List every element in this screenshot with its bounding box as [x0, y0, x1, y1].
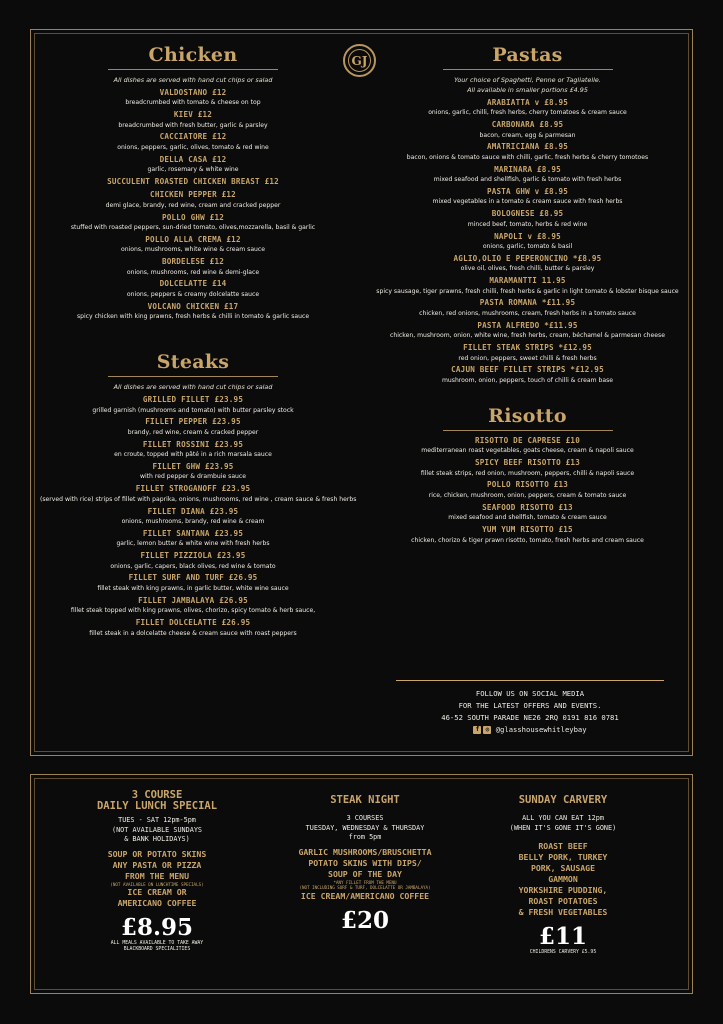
menu-item-description: fillet steak with king prawns, in garlic butter, white wine sauce — [97, 584, 289, 592]
lunch-note-1: (NOT AVAILABLE SUNDAYS — [111, 825, 203, 834]
menu-item-description: onions, peppers, garlic, olives, tomato & red wine — [117, 143, 269, 151]
menu-item-description: chicken, red onions, mushrooms, cream, fresh herbs in a tomato sauce — [419, 309, 636, 317]
lunch-course-2b: FROM THE MENU — [124, 870, 190, 881]
carvery-item-5: YORKSHIRE PUDDING, — [518, 885, 608, 895]
menu-item-name: FILLET SANTANA £23.95 — [142, 528, 244, 538]
menu-item-name: CACCIATORE £12 — [159, 132, 227, 142]
steak-night-title: STEAK NIGHT — [330, 794, 400, 806]
menu-item-description: minced beef, tomato, herbs & red wine — [467, 220, 588, 228]
lunch-note-2: & BANK HOLIDAYS) — [124, 835, 190, 843]
menu-item-description: chicken, chorizo & tiger prawn risotto, tomato, fresh herbs and cream sauce — [411, 536, 644, 544]
menu-item-name: POLLO ALLA CREMA £12 — [145, 234, 241, 244]
menu-item-description: mixed vegetables in a tomato & cream sauce with fresh herbs — [432, 198, 623, 206]
menu-item-description: spicy chicken with king prawns, fresh herbs & chilli in tomato & garlic sauce — [76, 313, 310, 321]
menu-item-description: breadcrumbed with tomato & cheese on top — [125, 99, 261, 107]
pastas-intro-portions: All available in smaller portions £4.95 — [467, 86, 588, 94]
lunch-course-2: ANY PASTA OR PIZZA — [112, 859, 202, 870]
menu-item-name: FILLET DIANA £23.95 — [147, 506, 239, 516]
lunch-tiny-note: (NOT AVAILABLE ON LUNCHTIME SPECIALS) — [110, 881, 204, 887]
steak-time: from 5pm — [348, 833, 382, 841]
steak-days: TUESDAY, WEDNESDAY & THURSDAY — [305, 823, 425, 832]
menu-item-description: onions, peppers & creamy dolcelatte sauce — [126, 290, 260, 298]
social-rule — [396, 680, 664, 681]
carvery-item-3: PORK, SAUSAGE — [530, 863, 596, 873]
menu-item-name: FILLET STROGANOFF £23.95 — [135, 484, 251, 494]
menu-item-name: ARABIATTA v £8.95 — [486, 97, 569, 107]
carvery-item-2: BELLY PORK, TURKEY — [518, 852, 608, 862]
menu-item-description: garlic, rosemary & white wine — [147, 166, 239, 174]
menu-item-description: onions, garlic, tomato & basil — [482, 243, 573, 251]
steak-dessert: ICE CREAM/AMERICANO COFFEE — [300, 890, 430, 901]
menu-item-name: FILLET GHW £23.95 — [152, 461, 234, 471]
chicken-list — [40, 88, 346, 321]
chicken-intro: All dishes are served with hand cut chips or salad — [113, 76, 273, 84]
menu-item-description: mixed seafood and shellfish, tomato & cream sauce — [448, 514, 607, 522]
menu-item-name: DELLA CASA £12 — [159, 154, 227, 164]
menu-item-description: chicken, mushroom, onion, white wine, fresh herbs, cream, béchamel & parmesan cheese — [390, 332, 665, 340]
menu-item-name: YUM YUM RISOTTO £15 — [482, 525, 573, 535]
lunch-price: £8.95 — [120, 914, 194, 941]
pastas-title: Pastas — [492, 44, 563, 66]
social-follow: FOLLOW US ON SOCIAL MEDIA — [475, 689, 585, 698]
menu-item-description: onions, mushrooms, brandy, red wine & cream — [121, 518, 265, 526]
risotto-rule — [443, 430, 613, 431]
menu-item-name: FILLET STEAK STRIPS *£12.95 — [463, 343, 592, 353]
steaks-rule — [108, 376, 278, 377]
menu-item-description: fillet steak topped with king prawns, olives, chorizo, spicy tomato & herb sauce, — [70, 607, 316, 615]
menu-item-description: stuffed with roasted peppers, sun-dried tomato, olives,mozzarella, basil & garlic — [70, 224, 316, 232]
carvery-time: ALL YOU CAN EAT 12pm — [522, 814, 604, 822]
menu-item-description: bacon, onions & tomato sauce with chilli, garlic, fresh herbs & cherry tomotoes — [406, 153, 649, 161]
lunch-course-1: SOUP OR POTATO SKINS — [107, 848, 207, 859]
left-column — [40, 42, 357, 638]
menu-item-name: POLLO GHW £12 — [161, 212, 225, 222]
menu-item-name: RISOTTO DE CAPRESE £10 — [475, 435, 580, 445]
logo-mark: GJ — [351, 53, 368, 68]
social-offers: FOR THE LATEST OFFERS AND EVENTS. — [458, 701, 602, 710]
carvery-title: SUNDAY CARVERY — [518, 794, 608, 806]
menu-item-name: FILLET ROSSINI £23.95 — [142, 439, 244, 449]
carvery-price: £11 — [538, 923, 587, 950]
menu-item-name: NAPOLI v £8.95 — [494, 231, 561, 241]
carvery-item-6: ROAST POTATOES — [528, 896, 598, 906]
lunch-special-offer — [52, 790, 262, 953]
menu-item-name: FILLET SURF AND TURF £26.95 — [128, 573, 258, 583]
menu-item-name: POLLO RISOTTO £13 — [486, 480, 569, 490]
menu-item-description: onions, garlic, capers, black olives, red wine & tomato — [110, 562, 276, 570]
menu-item-name: SEAFOOD RISOTTO £13 — [482, 502, 573, 512]
lunch-title-line2: DAILY LUNCH SPECIAL — [96, 800, 218, 812]
menu-item-name: MARAMANTTI 11.95 — [489, 276, 566, 286]
lunch-foot-2: BLACKBOARD SPECIALITIES — [123, 947, 191, 952]
steak-tiny-1: *ANY FILLET FROM THE MENU — [333, 879, 397, 885]
sunday-carvery-offer — [458, 790, 668, 956]
menu-item-name: BORDELESE £12 — [161, 257, 225, 267]
menu-item-description: grilled garnish (mushrooms and tomato) with butter parsley stock — [92, 406, 294, 414]
menu-item-name: VOLCANO CHICKEN £17 — [147, 301, 239, 311]
steak-starter-2: POTATO SKINS WITH DIPS/ — [308, 857, 422, 868]
menu-item-description: onions, mushrooms, red wine & demi-glace — [126, 268, 260, 276]
menu-item-description: en croute, topped with pâté in a rich marsala sauce — [114, 451, 272, 459]
menu-item-description: demi glace, brandy, red wine, cream and cracked pepper — [105, 201, 281, 209]
steak-starter-1: GARLIC MUSHROOMS/BRUSCHETTA — [298, 846, 432, 857]
address-phone: 46-52 SOUTH PARADE NE26 2RQ 0191 816 0781 — [441, 713, 619, 722]
menu-item-name: CAJUN BEEF FILLET STRIPS *£12.95 — [451, 365, 604, 375]
risotto-list — [370, 436, 685, 545]
menu-item-name: PASTA GHW v £8.95 — [486, 186, 569, 196]
carvery-item-1: ROAST BEEF — [538, 841, 588, 851]
menu-item-description: breadcrumbed with fresh butter, garlic & parsley — [118, 121, 268, 129]
menu-item-description: with red pepper & drambuie sauce — [139, 473, 247, 481]
menu-item-name: KIEV £12 — [173, 110, 213, 120]
instagram-icon[interactable]: ◎ — [483, 726, 491, 734]
pastas-list — [370, 98, 685, 385]
risotto-title: Risotto — [488, 404, 567, 427]
menu-item-name: SPICY BEEF RISOTTO £13 — [475, 458, 580, 468]
lunch-hours: TUES - SAT 12pm-5pm — [118, 816, 196, 824]
steak-tiny-2: (NOT INCLUDING SURF & TURF, DOLCELATTE OR JAMBALAYA) — [299, 885, 431, 890]
menu-item-name: CARBONARA £8.95 — [491, 120, 564, 130]
menu-item-description: onions, mushrooms, white wine & cream sauce — [120, 246, 266, 254]
menu-item-name: VALDOSTANO £12 — [159, 87, 227, 97]
lunch-course-3: ICE CREAM OR — [127, 887, 187, 897]
chicken-title: Chicken — [148, 44, 238, 66]
menu-item-name: PASTA ROMANA *£11.95 — [479, 298, 576, 308]
menu-item-name: GRILLED FILLET £23.95 — [142, 395, 244, 405]
social-block — [380, 680, 680, 736]
steaks-list — [40, 395, 357, 637]
menu-item-description: mediterranean roast vegetables, goats cheese, cream & napoli sauce — [421, 447, 634, 455]
menu-item-name: FILLET JAMBALAYA £26.95 — [138, 595, 248, 605]
menu-item-description: mixed seafood and shellfish, garlic & tomato with fresh herbs — [433, 176, 622, 184]
steak-starter-3: SOUP OF THE DAY — [328, 868, 402, 879]
menu-item-name: AGLIO,OLIO E PEPERONCINO *£8.95 — [453, 253, 602, 263]
social-handle[interactable]: @glasshousewhitleybay — [495, 725, 587, 734]
menu-item-description: bacon, cream, egg & parmesan — [479, 131, 576, 139]
menu-item-description: fillet steak strips, red onion, mushroom, peppers, chilli & napoli sauce — [420, 469, 635, 477]
lunch-title-line1: 3 COURSE — [131, 789, 183, 801]
menu-item-name: CHICKEN PEPPER £12 — [150, 190, 236, 200]
steak-night-offer — [260, 790, 470, 934]
menu-item-description: garlic, lemon butter & white wine with fresh herbs — [116, 540, 270, 548]
menu-item-name: SUCCULENT ROASTED CHICKEN BREAST £12 — [107, 176, 279, 186]
menu-item-description: onions, garlic, chilli, fresh herbs, cherry tomatoes & cream sauce — [428, 109, 627, 117]
menu-item-name: BOLOGNESE £8.95 — [491, 209, 564, 219]
right-column — [370, 42, 685, 545]
social-handle-row — [380, 724, 680, 736]
facebook-icon[interactable]: f — [473, 726, 481, 734]
steaks-intro: All dishes are served with hand cut chips or salad — [113, 383, 273, 392]
carvery-item-4: GAMMON — [548, 874, 578, 884]
menu-item-description: mushroom, onion, peppers, touch of chilli & cream base — [441, 376, 614, 384]
menu-item-name: MARINARA £8.95 — [494, 164, 561, 174]
menu-item-name: DOLCELATTE £14 — [159, 279, 227, 289]
menu-item-name: FILLET PIZZIOLA £23.95 — [140, 551, 246, 561]
menu-item-description: spicy sausage, tiger prawns, fresh chilli, fresh herbs & garlic in light tomato & lobster bisque sauce — [376, 287, 679, 295]
steak-courses: 3 COURSES — [346, 814, 384, 822]
steaks-title: Steaks — [156, 351, 230, 374]
lunch-foot-1: ALL MEALS AVAILABLE TO TAKE AWAY — [110, 941, 204, 946]
carvery-foot: CHILDRENS CARVERY £5.95 — [529, 950, 597, 955]
menu-item-description: olive oil, olives, fresh chilli, butter & parsley — [460, 265, 595, 273]
menu-item-name: AMATRICIANA £8.95 — [486, 142, 569, 152]
menu-item-description: fillet steak in a dolcelatte cheese & cream sauce with roast peppers — [89, 629, 297, 637]
lunch-course-3b: AMERICANO COFFEE — [117, 898, 197, 908]
carvery-item-7: & FRESH VEGETABLES — [518, 907, 608, 917]
menu-item-description: brandy, red wine, cream & cracked pepper — [127, 428, 259, 436]
menu-item-name: PASTA ALFREDO *£11.95 — [477, 320, 578, 330]
pastas-rule — [443, 69, 613, 70]
chicken-rule — [108, 69, 278, 70]
menu-item-description: red onion, peppers, sweet chilli & fresh herbs — [458, 354, 597, 362]
menu-item-description: (served with rice) strips of fillet with paprika, onions, mushrooms, red wine , cream sauce & fresh herbs — [40, 495, 357, 503]
menu-item-description: rice, chicken, mushroom, onion, peppers, cream & tomato sauce — [428, 491, 627, 499]
menu-item-name: FILLET DOLCELATTE £26.95 — [135, 618, 251, 628]
menu-item-name: FILLET PEPPER £23.95 — [145, 417, 241, 427]
steak-price: £20 — [340, 906, 389, 934]
carvery-note: (WHEN IT'S GONE IT'S GONE) — [509, 823, 617, 832]
pastas-intro-choice: Your choice of Spaghetti, Penne or Tagliatelle. — [454, 76, 601, 84]
